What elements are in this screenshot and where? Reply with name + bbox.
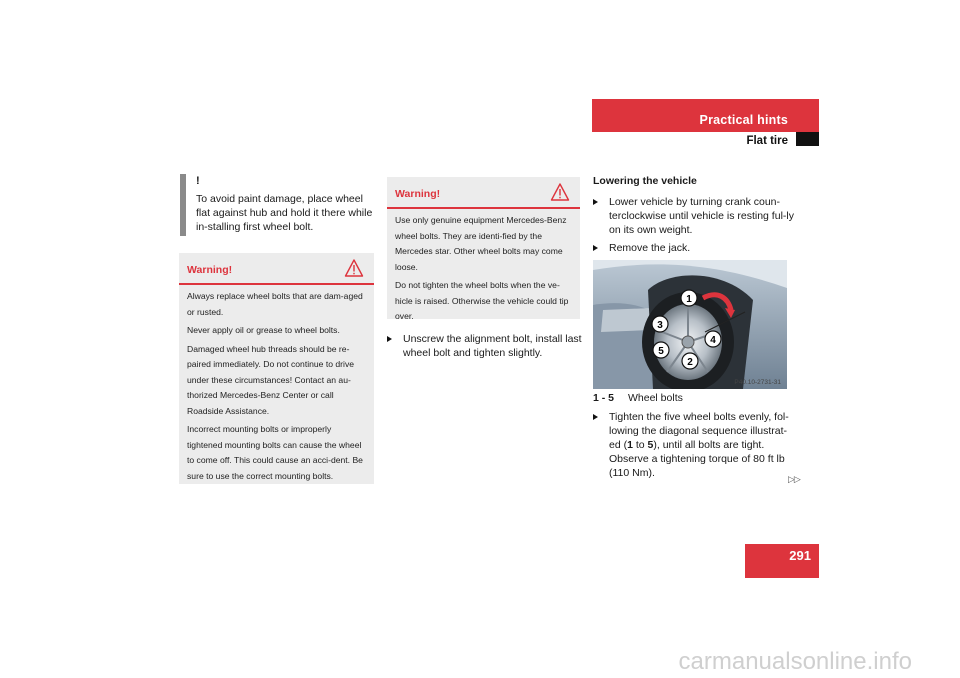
warning-body [395,213,574,328]
section-title: Practical hints [699,113,788,127]
instruction-bullet [593,241,793,257]
warning-box-2 [387,177,580,319]
bullet-text: Unscrew the alignment bolt, install last wheel bolt and tighten slightly. [403,333,582,359]
callout-label: 3 [657,320,663,331]
text-part: to [632,439,648,451]
instruction-bullet [387,332,583,362]
warning-title: Warning! [187,264,233,276]
image-code: P40.10-2731-31 [734,379,781,386]
text-part: ), until all bolts are tight. Observe a tightening torque of 80 ft lb (110 Nm). [609,439,785,479]
bullet-arrow-icon [593,245,598,251]
instruction-bullet [593,195,793,239]
section-heading: Lowering the vehicle [593,175,697,187]
note-bar [180,174,186,236]
warning-header [179,253,374,285]
note-text: To avoid paint damage, place wheel flat against hub and hold it there while in-stalling first wheel bolt. [196,193,373,233]
callout-label: 1 [686,294,692,305]
bullet-text: Remove the jack. [609,242,691,254]
legend-number: 1 - 5 [593,392,615,404]
note-mark: ! [196,175,200,187]
watermark [0,648,960,676]
legend-text: Wheel bolts [628,392,683,404]
page-number: 291 [789,548,811,563]
warning-triangle-icon [344,258,364,278]
warning-paragraph: Always replace wheel bolts that are dam-aged or rusted. [187,291,363,317]
bullet-arrow-icon [387,336,392,342]
bullet-text [609,410,795,480]
text-part: Tighten the five wheel bolts evenly, fol-lowing the diagonal sequence illustrat-ed ( [609,411,789,451]
header-tab [796,132,819,146]
warning-header [387,177,580,209]
warning-title: Warning! [395,188,441,200]
wheel-bolts-photo [593,260,787,389]
instruction-bullet [593,410,793,482]
callout-label: 4 [710,335,716,346]
bullet-arrow-icon [593,199,598,205]
warning-paragraph: Use only genuine equipment Mercedes-Benz wheel bolts. They are identi-fied by the Mercedes star. Other wheel bolts may come loose. [395,215,567,272]
bullet-arrow-icon [593,414,598,420]
watermark-text: carmanualsonline.info [678,648,912,675]
warning-paragraph: Never apply oil or grease to wheel bolts. [187,325,340,335]
callout-label: 5 [658,346,664,357]
bullet-text: Lower vehicle by turning crank coun-terclockwise until vehicle is resting ful-ly on its own weight. [609,196,794,236]
warning-paragraph: Damaged wheel hub threads should be re-paired immediately. Do not continue to drive under these circumstances! Contact an au-thorized Mercedes-Benz Center or call Roadside Assistance. [187,343,355,416]
sequence-end: 5 [647,439,654,451]
sequence-start: 1 [627,439,633,451]
warning-paragraph: Incorrect mounting bolts or improperly tightened mounting bolts can cause the wheel to come off. This could cause an acci-dent. Be sure to use the correct mounting bolts. [187,424,363,481]
page-subtitle: Flat tire [746,135,788,147]
warning-body [187,289,368,487]
callout-label: 2 [687,357,693,368]
warning-triangle-icon [550,182,570,202]
continued-arrow-icon: ▷▷ [788,474,800,484]
warning-box-1 [179,253,374,484]
warning-paragraph: Do not tighten the wheel bolts when the ve-hicle is raised. Otherwise the vehicle could tip over. [395,280,569,321]
